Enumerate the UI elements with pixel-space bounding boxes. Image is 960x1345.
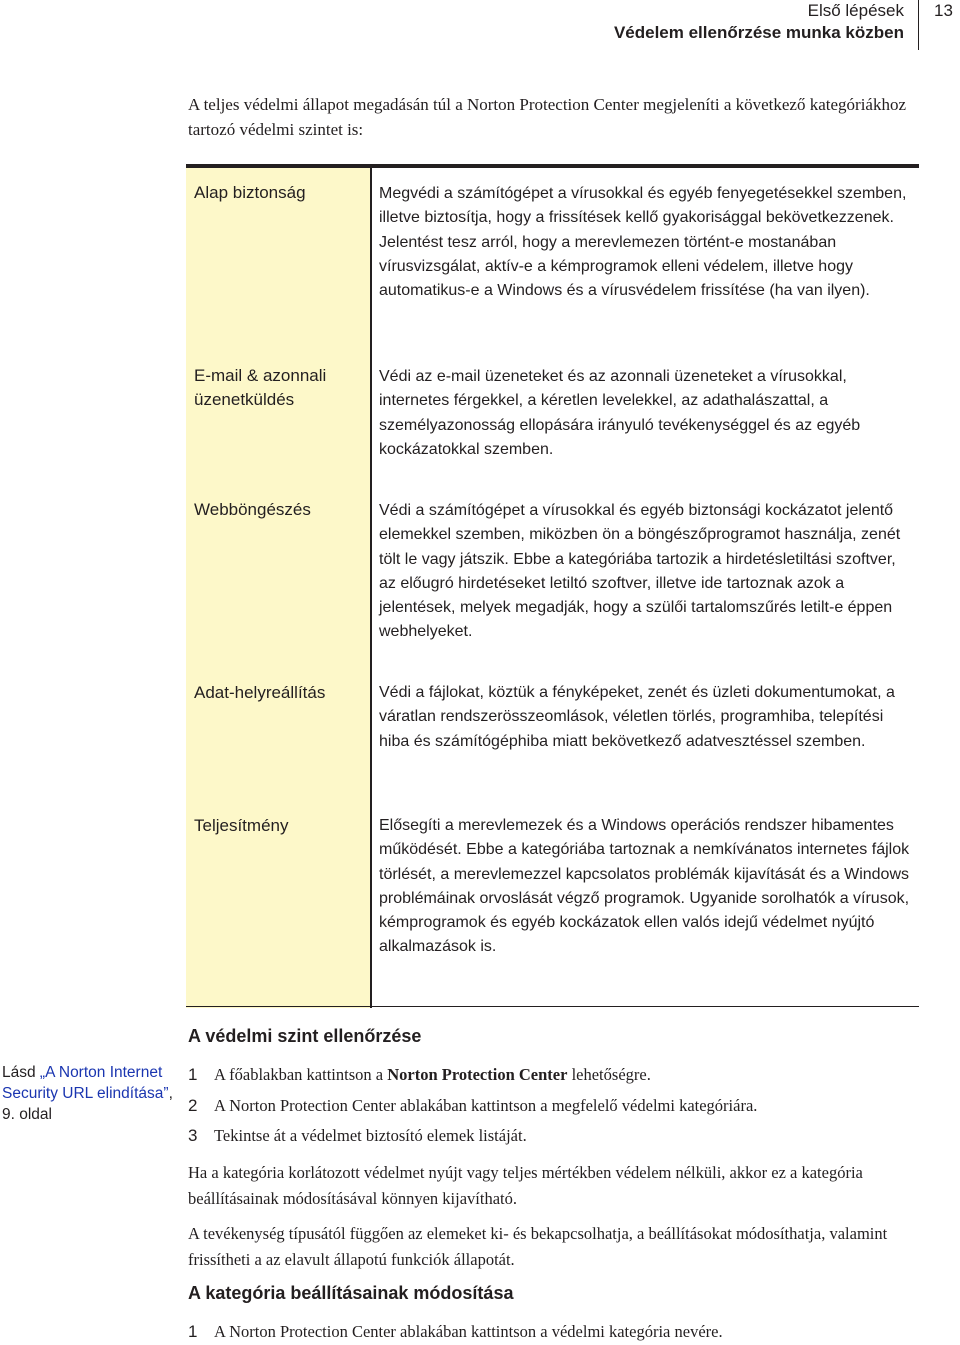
- step-text: Tekintse át a védelmet biztosító elemek listáját.: [214, 1126, 527, 1145]
- table-bottom-rule: [186, 1006, 919, 1007]
- row-label-data-recovery: Adat-helyreállítás: [194, 683, 326, 702]
- page-number: 13: [934, 1, 953, 20]
- step-text: A Norton Protection Center ablakában kattintson a védelmi kategória nevére.: [214, 1322, 723, 1341]
- sidebar-suffix: , 9. oldal: [2, 1085, 173, 1123]
- row-desc-performance: Elősegíti a merevlemezek és a Windows operációs rendszer hibamentes működését. Ebbe a kategóriába tartoznak a nemkívánatos internetes fájlok törlését, a merevlemezzel kapcsolatos problémák kijavítását és a Windows problémáinak orvoslását végző programok. Ugyanide sorolhatók a vírusok, kémprogramok és egyéb kockázatok ellen valós idejű védelmet nyújtó alkalmazások is.: [379, 817, 910, 956]
- step-text-post: lehetőségre.: [567, 1065, 651, 1084]
- step-number: 3: [188, 1126, 198, 1145]
- row-desc-email-im: Védi az e-mail üzeneteket és az azonnali üzeneteket a vírusokkal, internetes férgekkel, a kéretlen levelekkel, az adathalászattal, a személyazonosság ellopására irányuló tevékenységgel és az egyéb kockázatokkal szemben.: [379, 368, 861, 458]
- header-chapter: Első lépések: [807, 1, 904, 20]
- row-label-basic-security: Alap biztonság: [194, 183, 306, 202]
- step-1: [188, 1063, 651, 1087]
- row-label-performance: Teljesítmény: [194, 816, 289, 835]
- table-label-column: [186, 168, 370, 1008]
- intro-paragraph: A teljes védelmi állapot megadásán túl a Norton Protection Center megjeleníti a következő kategóriákhoz tartozó védelmi szintet is:: [188, 95, 907, 139]
- running-header: [614, 0, 904, 44]
- section-title-check-level: A védelmi szint ellenőrzése: [188, 1026, 422, 1046]
- sidebar-crossref: [2, 1062, 177, 1125]
- paragraph-toggle-items: A tevékenység típusától függően az elemeket ki- és bekapcsolhatja, a beállításokat módosíthatja, valamint frissítheti a az elavult állapotú funkciók állapotát.: [188, 1224, 888, 1269]
- header-divider: [918, 0, 919, 50]
- step-text: A Norton Protection Center ablakában kattintson a megfelelő védelmi kategóriára.: [214, 1096, 758, 1115]
- step-text-pre: A főablakban kattintson a: [214, 1065, 388, 1084]
- step-3: [188, 1124, 527, 1148]
- section-title-modify-settings: A kategória beállításainak módosítása: [188, 1283, 514, 1303]
- sidebar-prefix: Lásd: [2, 1064, 40, 1081]
- row-desc-data-recovery: Védi a fájlokat, köztük a fényképeket, zenét és üzleti dokumentumokat, a váratlan rendszerösszeomlások, véletlen törlés, programhiba, telepítési hiba és számítógéphiba miatt bekövetkező adatvesztéssel szemben.: [379, 684, 895, 750]
- row-desc-basic-security: Megvédi a számítógépet a vírusokkal és egyéb fenyegetésekkel szemben, illetve biztosítja, hogy a frissítések kellő gyakorisággal bekövetkezzenek. Jelentést tesz arról, hogy a merevlemezen történt-e mostanában vírusvizsgálat, aktív-e a kémprogramok elleni védelem, illetve hogy automatikus-e a Windows és a vírusvédelem frissítése (ha van ilyen).: [379, 185, 907, 300]
- paragraph-fix-category: Ha a kategória korlátozott védelmet nyújt vagy teljes mértékben védelem nélküli, akkor ez a kategória beállításainak módosításával könnyen kijavítható.: [188, 1163, 863, 1208]
- row-label-web-browsing: Webböngészés: [194, 500, 311, 519]
- step-number: 2: [188, 1096, 198, 1115]
- header-section: Védelem ellenőrzése munka közben: [613, 23, 904, 42]
- step-text-bold: Norton Protection Center: [387, 1065, 568, 1084]
- sidebar-link[interactable]: „A Norton Internet Security URL elindítása”: [2, 1064, 169, 1102]
- category-table: [186, 168, 919, 1008]
- step-number: 1: [188, 1065, 198, 1084]
- step-number: 1: [188, 1322, 198, 1341]
- step-2: [188, 1094, 757, 1118]
- step-1-modify: [188, 1320, 723, 1344]
- row-label-email-im: E-mail & azonnali üzenetküldés: [194, 366, 327, 409]
- row-desc-web-browsing: Védi a számítógépet a vírusokkal és egyéb biztonsági kockázatot jelentő elemekkel szemben, miközben ön a böngészőprogramot használja, zenét tölt le vagy játszik. Ebbe a kategóriába tartozik a hirdetésletiltási szoftver, az előugró hirdetéseket letiltó szoftver, illetve ide tartoznak azok a jelentések, melyek megadják, hogy a szülői tartalomszűrés letilt-e éppen webhelyeket.: [379, 502, 901, 641]
- table-column-divider: [370, 168, 372, 1008]
